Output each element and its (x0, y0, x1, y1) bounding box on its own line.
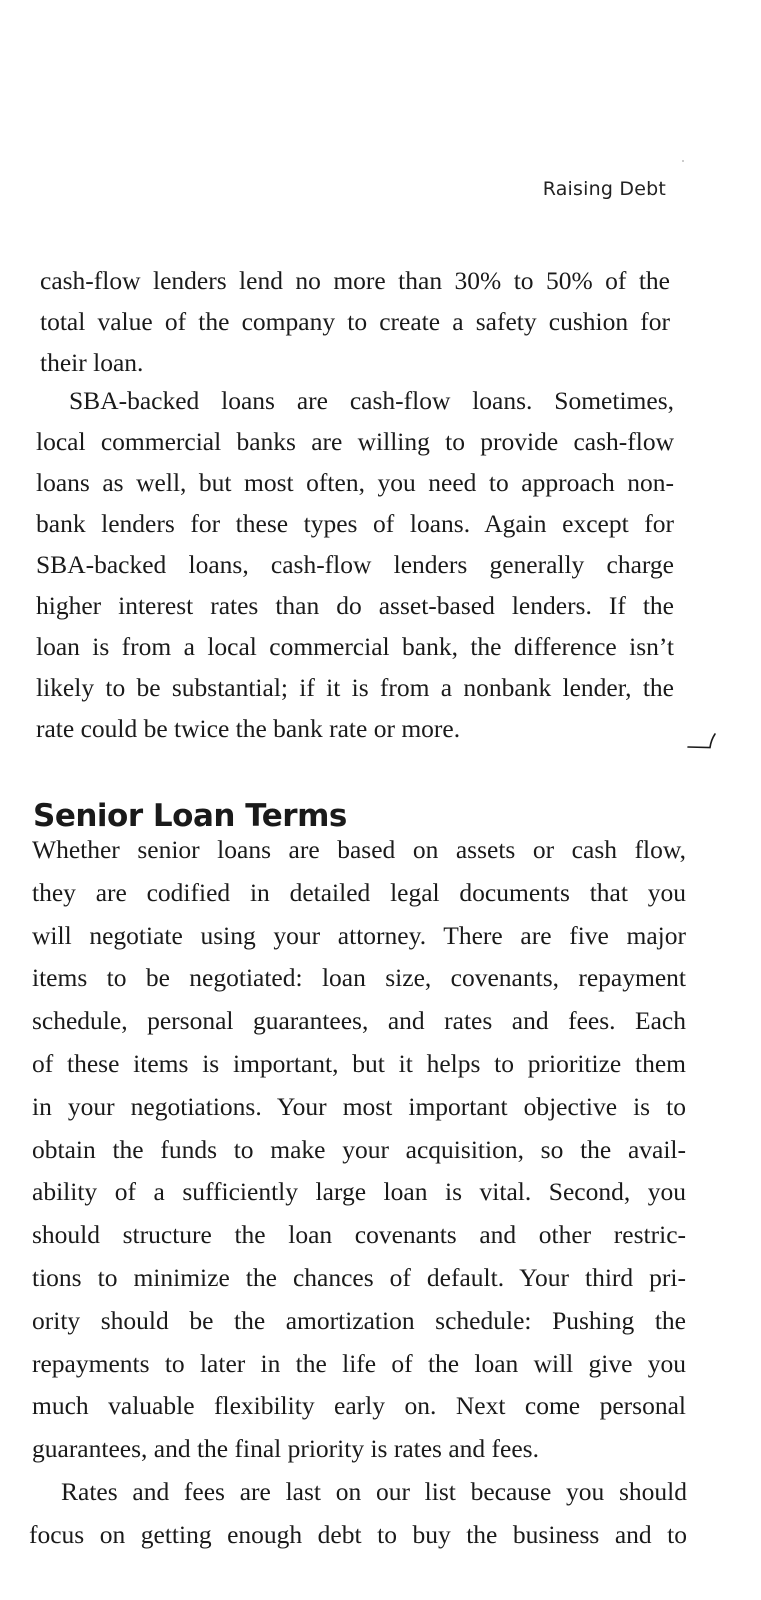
paragraph-rates-and-fees (29, 1471, 687, 1557)
paragraph-sba-loans (36, 380, 674, 749)
text-line: local commercial banks are willing to provide cash-flow (36, 427, 674, 456)
text-line: items to be negotiated: loan size, covenants, repayment (32, 963, 686, 993)
text-line: loan is from a local commercial bank, the difference isn’t (36, 632, 674, 661)
text-line: Rates and fees are last on our list because you should (61, 1477, 687, 1506)
paragraph-senior-loan-terms (32, 829, 686, 1471)
text-line: obtain the funds to make your acquisition, so the avail- (32, 1134, 686, 1164)
text-line: repayments to later in the life of the loan will give you (32, 1348, 686, 1378)
text-line: schedule, personal guarantees, and rates and fees. Each (32, 1006, 686, 1036)
text-line: Whether senior loans are based on assets or cash flow, (32, 835, 686, 864)
text-line: cash-flow lenders lend no more than 30% to 50% of the (40, 266, 670, 295)
scan-speck (682, 160, 684, 162)
text-line: will negotiate using your attorney. There are five major (32, 920, 686, 950)
text-line: ability of a sufficiently large loan is vital. Second, you (32, 1177, 686, 1207)
text-line: guarantees, and the final priority is rates and fees. (32, 1434, 539, 1464)
text-line: of these items is important, but it helps to prioritize them (32, 1048, 686, 1078)
text-line: SBA-backed loans, cash-flow lenders generally charge (36, 550, 674, 579)
text-line: their loan. (40, 348, 144, 377)
text-line: loans as well, but most often, you need to approach non- (36, 468, 674, 497)
text-line: rate could be twice the bank rate or more. (36, 714, 461, 743)
running-head: Raising Debt (542, 178, 666, 200)
text-line: much valuable flexibility early on. Next come personal (32, 1391, 686, 1421)
text-line: should structure the loan covenants and other restric- (32, 1220, 686, 1250)
text-line: likely to be substantial; if it is from a nonbank lender, the (36, 673, 674, 702)
text-line: in your negotiations. Your most important objective is to (32, 1091, 686, 1121)
text-line: higher interest rates than do asset-based lenders. If the (36, 591, 674, 620)
paragraph-cash-flow-limits (40, 260, 670, 383)
text-line: tions to minimize the chances of default. Your third pri- (32, 1262, 686, 1292)
section-heading: Senior Loan Terms (33, 797, 347, 834)
text-line: bank lenders for these types of loans. Again except for (36, 509, 674, 538)
text-line: SBA-backed loans are cash-flow loans. Sometimes, (69, 386, 674, 415)
text-line: they are codified in detailed legal documents that you (32, 877, 686, 907)
text-line: focus on getting enough debt to buy the business and to (29, 1519, 687, 1549)
text-line: total value of the company to create a safety cushion for (40, 307, 670, 336)
text-line: ority should be the amortization schedule: Pushing the (32, 1305, 686, 1335)
pen-checkmark-icon (686, 728, 722, 756)
